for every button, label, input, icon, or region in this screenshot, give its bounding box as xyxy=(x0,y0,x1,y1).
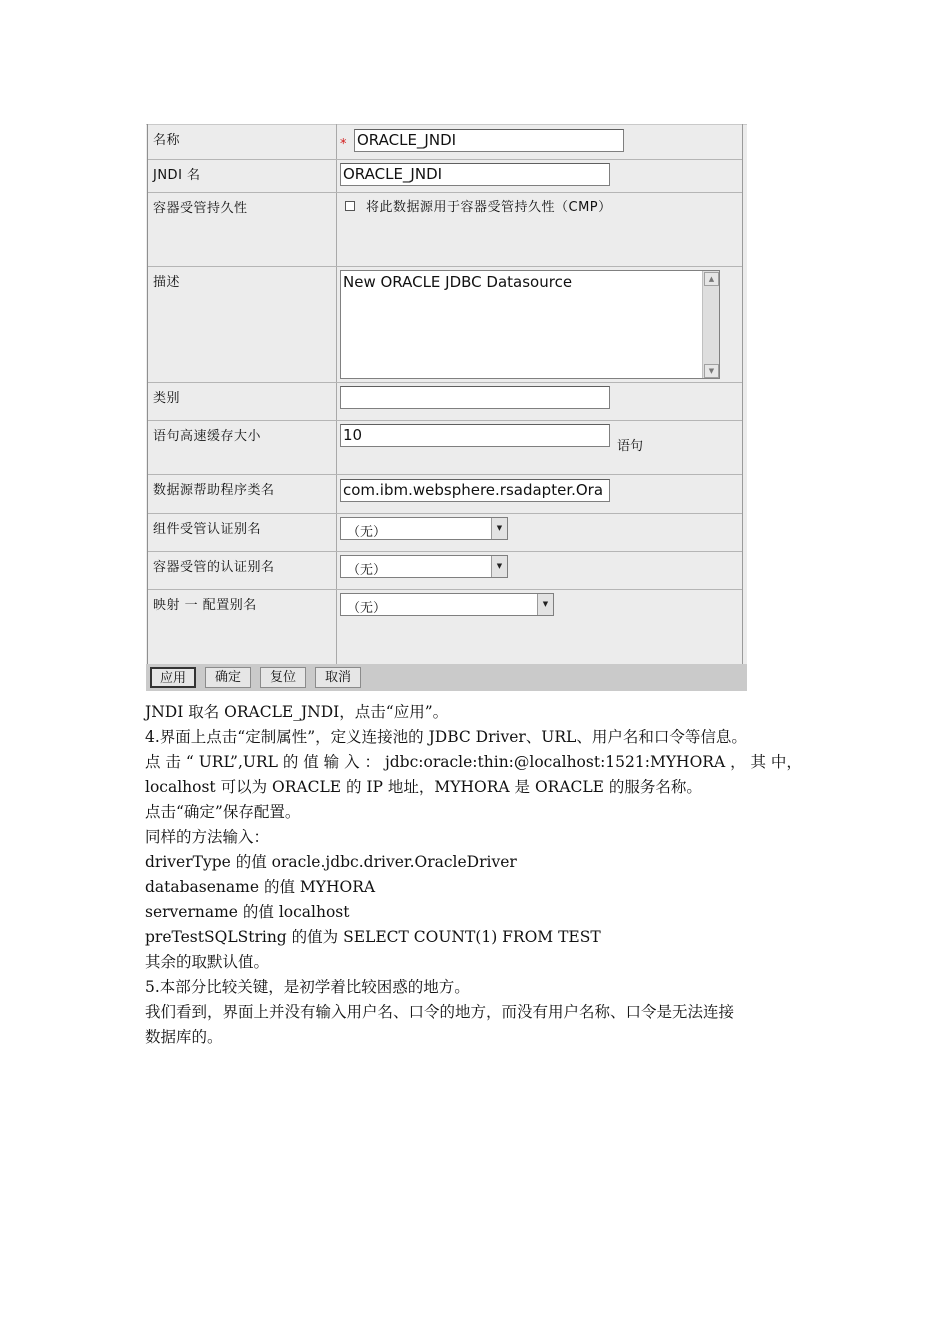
paragraph-line: 4.界面上点击“定制属性”，定义连接池的 JDBC Driver、URL、用户名和口令等信息。 xyxy=(145,728,747,746)
chevron-down-icon[interactable]: ▼ xyxy=(537,594,553,615)
container-auth-label: 容器受管的认证别名 xyxy=(153,560,275,575)
paragraph-line: preTestSQLString 的值为 SELECT COUNT(1) FROM TEST xyxy=(145,928,601,946)
button-bar xyxy=(146,664,747,691)
statement-cache-input[interactable]: 10 xyxy=(340,424,610,447)
statement-unit: 语句 xyxy=(617,439,644,454)
component-auth-select[interactable] xyxy=(340,517,508,540)
cmp-checkbox[interactable] xyxy=(345,201,355,211)
form-row-name xyxy=(148,125,742,160)
paragraph-line: servername 的值 localhost xyxy=(145,903,350,921)
paragraph-line: 点 击 “ URL”,URL 的 值 输 入 ： jdbc:oracle:thin:@localhost:1521:MYHORA ， 其 中， xyxy=(145,753,802,771)
mapping-alias-select[interactable] xyxy=(340,593,554,616)
form-row-category xyxy=(148,383,742,421)
paragraph-line: 其余的取默认值。 xyxy=(145,953,270,971)
paragraph-line: 我们看到，界面上并没有输入用户名、口令的地方，而没有用户名称、口令是无法连接 xyxy=(145,1003,735,1021)
paragraph-line: 数据库的。 xyxy=(145,1028,223,1046)
paragraph-line: 同样的方法输入： xyxy=(145,828,270,846)
name-input[interactable]: ORACLE_JNDI xyxy=(354,129,624,152)
paragraph-line: 5.本部分比较关键，是初学着比较困惑的地方。 xyxy=(145,978,470,996)
paragraph-line: driverType 的值 oracle.jdbc.driver.OracleDriver xyxy=(145,853,517,871)
form-row-description xyxy=(148,267,742,383)
divider xyxy=(742,124,743,664)
form-row-helper-class xyxy=(148,475,742,514)
form-row-cmp xyxy=(148,193,742,267)
category-label: 类别 xyxy=(153,391,181,406)
form-row-mapping-alias xyxy=(148,590,742,664)
form-row-component-auth xyxy=(148,514,742,552)
form-row-statement-cache xyxy=(148,421,742,475)
paragraph-line: JNDI 取名 ORACLE_JNDI，点击“应用”。 xyxy=(145,703,449,721)
required-marker: * xyxy=(340,137,347,152)
reset-button[interactable]: 复位 xyxy=(260,667,306,688)
helper-class-label: 数据源帮助程序类名 xyxy=(153,483,275,498)
datasource-form-screenshot xyxy=(146,124,747,691)
mapping-alias-value: （无） xyxy=(347,601,387,616)
description-value: New ORACLE JDBC Datasource xyxy=(343,273,573,291)
container-auth-value: （无） xyxy=(347,563,387,578)
chevron-down-icon[interactable]: ▼ xyxy=(491,556,507,577)
description-scrollbar[interactable] xyxy=(702,271,719,378)
paragraph-line: localhost 可以为 ORACLE 的 IP 地址，MYHORA 是 ORACLE 的服务名称。 xyxy=(145,778,702,796)
scroll-down-icon[interactable]: ▼ xyxy=(704,364,719,378)
category-input[interactable] xyxy=(340,386,610,409)
cmp-label: 容器受管持久性 xyxy=(153,201,248,216)
paragraph-line: databasename 的值 MYHORA xyxy=(145,878,376,896)
cancel-button[interactable]: 取消 xyxy=(315,667,361,688)
chevron-down-icon[interactable]: ▼ xyxy=(491,518,507,539)
mapping-alias-label: 映射 一 配置别名 xyxy=(153,598,257,613)
name-label: 名称 xyxy=(153,133,181,148)
jndi-label: JNDI 名 xyxy=(153,168,201,183)
description-label: 描述 xyxy=(153,275,181,290)
ok-button[interactable]: 确定 xyxy=(205,667,251,688)
form-row-jndi xyxy=(148,160,742,193)
paragraph-line: 点击“确定”保存配置。 xyxy=(145,803,301,821)
component-auth-label: 组件受管认证别名 xyxy=(153,522,262,537)
apply-button[interactable]: 应用 xyxy=(150,667,196,688)
component-auth-value: （无） xyxy=(347,525,387,540)
cmp-checkbox-label: 将此数据源用于容器受管持久性（CMP） xyxy=(366,200,612,215)
jndi-name-input[interactable]: ORACLE_JNDI xyxy=(340,163,610,186)
scroll-up-icon[interactable]: ▲ xyxy=(704,272,719,286)
container-auth-select[interactable] xyxy=(340,555,508,578)
form-row-container-auth xyxy=(148,552,742,590)
description-textarea[interactable] xyxy=(340,270,720,379)
helper-class-input[interactable]: com.ibm.websphere.rsadapter.Ora xyxy=(340,479,610,502)
statement-cache-label: 语句高速缓存大小 xyxy=(153,429,262,444)
